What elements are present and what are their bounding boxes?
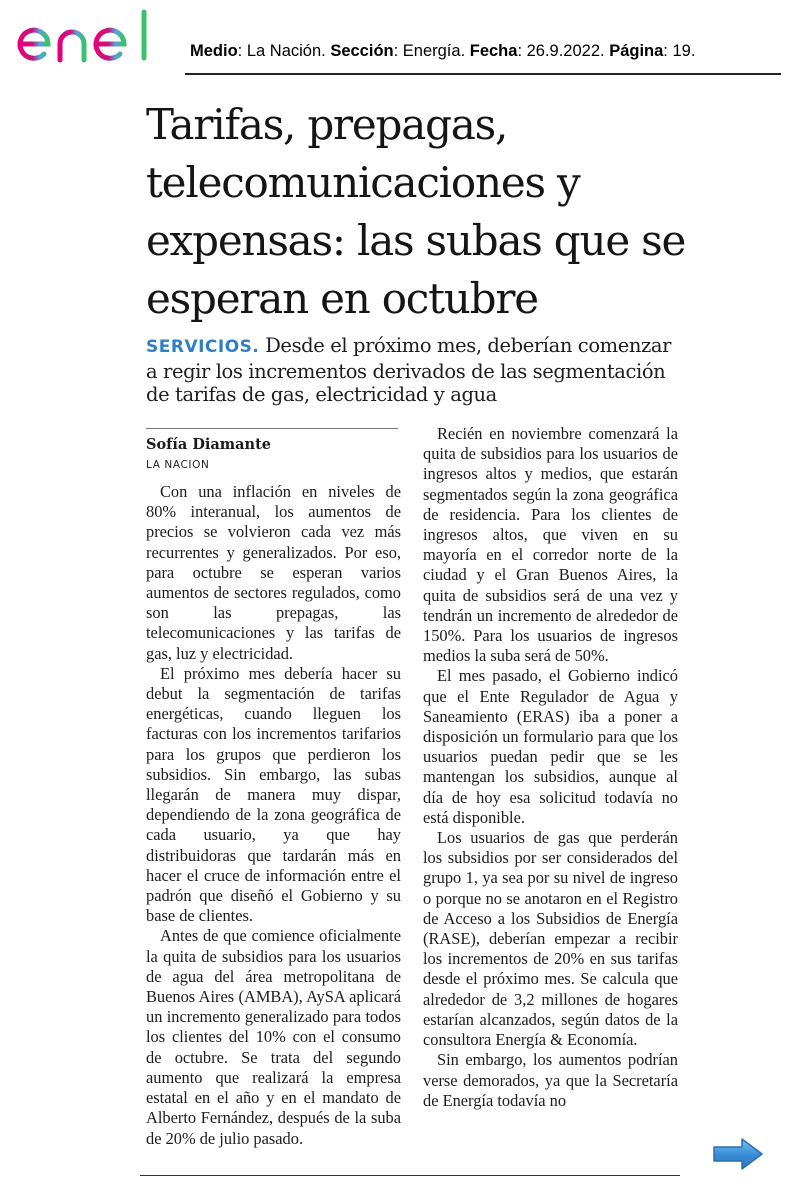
- article-headline: Tarifas, prepagas, telecomunicaciones y expensas: las subas que se esperan en octubre: [146, 100, 686, 323]
- paragraph: Antes de que comience oficialmente la quita de subsidios para los usuarios de agua del área metropolitana de Buenos Aires (AMBA), AySA aplicará un incremento generalizado para todos los clientes del 10% con el consumo de octubre. Se trata del segundo aumento que realizará la empresa estatal en el año y en el mandato de Alberto Fernández, después de la suba de 20% de julio pasado.: [146, 926, 401, 1148]
- paragraph: Sin embargo, los aumentos podrían verse demorados, ya que la Secretaría de Energía todavía no: [423, 1050, 678, 1110]
- paragraph: El mes pasado, el Gobierno indicó que el Ente Regulador de Agua y Saneamiento (ERAS) iba a poner a disposición un formulario para que los usuarios puedan pedir que se les mantengan los subsidios, aunque al día de hoy esa solicitud todavía no está disponible.: [423, 666, 678, 827]
- pagina-label: Página: [609, 42, 664, 60]
- paragraph: Con una inflación en niveles de 80% interanual, los aumentos de precios se volvieron cada vez más recurrentes y generalizados. Por eso, para octubre se esperan varios aumentos de sectores regulados, como son las prepagas, las telecomunicaciones y las tarifas de gas, luz y electricidad.: [146, 482, 401, 663]
- byline-divider: [146, 428, 398, 429]
- clipping-meta: Medio: La Nación. Sección: Energía. Fecha: 26.9.2022. Página: 19.: [190, 42, 696, 60]
- paragraph: Los usuarios de gas que perderán los subsidios por ser considerados del grupo 1, ya sea por su nivel de ingreso o porque no se anotaron en el Registro de Acceso a los Subsidios de Energía (RASE), deberían empezar a recibir los incrementos de 20% en sus tarifas desde el próximo mes. Se calcula que alrededor de 3,2 millones de hogares estarían alcanzados, según datos de la consultora Energía & Economía.: [423, 828, 678, 1050]
- deck-text: Desde el próximo mes, deberían comenzar a regir los incrementos derivados de las segmentación de tarifas de gas, electricidad y agua: [146, 334, 672, 406]
- clipping-header: [0, 0, 800, 78]
- author-name: Sofía Diamante: [146, 436, 272, 453]
- right-arrow-icon[interactable]: [710, 1136, 766, 1172]
- article-deck: [146, 334, 676, 407]
- outlet-name: LA NACION: [146, 459, 210, 471]
- bottom-divider: [140, 1175, 680, 1176]
- article-column-2: [423, 424, 678, 1111]
- fecha-value: 26.9.2022: [526, 42, 601, 60]
- section-kicker: SERVICIOS.: [146, 337, 260, 357]
- fecha-label: Fecha: [469, 42, 518, 60]
- medio-label: Medio: [190, 42, 238, 60]
- paragraph: Recién en noviembre comenzará la quita de subsidios para los usuarios de ingresos altos y medios, que estarán segmentados según la zona geográfica de residencia. Para los clientes de ingresos altos, que viven en su mayoría en el corredor norte de la ciudad y el Gran Buenos Aires, la quita de subsidios será de una vez y tendrán un incremento de alrededor de 150%. Para los usuarios de ingresos medios la suba será de 50%.: [423, 424, 678, 666]
- seccion-label: Sección: [330, 42, 394, 60]
- seccion-value: Energía: [402, 42, 461, 60]
- header-divider: [185, 73, 781, 75]
- enel-logo: [14, 6, 174, 66]
- pagina-value: 19: [672, 42, 691, 60]
- medio-value: La Nación: [246, 42, 322, 60]
- paragraph: El próximo mes debería hacer su debut la segmentación de tarifas energéticas, cuando lleguen los facturas con los incrementos tarifarios para los grupos que perdieron los subsidios. Sin embargo, las subas llegarán de manera muy dispar, dependiendo de la zona geográfica de cada usuario, ya que hay distribuidoras que tardarán más en hacer el cruce de información entre el padrón que diseñó el Gobierno y su base de clientes.: [146, 663, 401, 926]
- article-column-1: [146, 482, 401, 1149]
